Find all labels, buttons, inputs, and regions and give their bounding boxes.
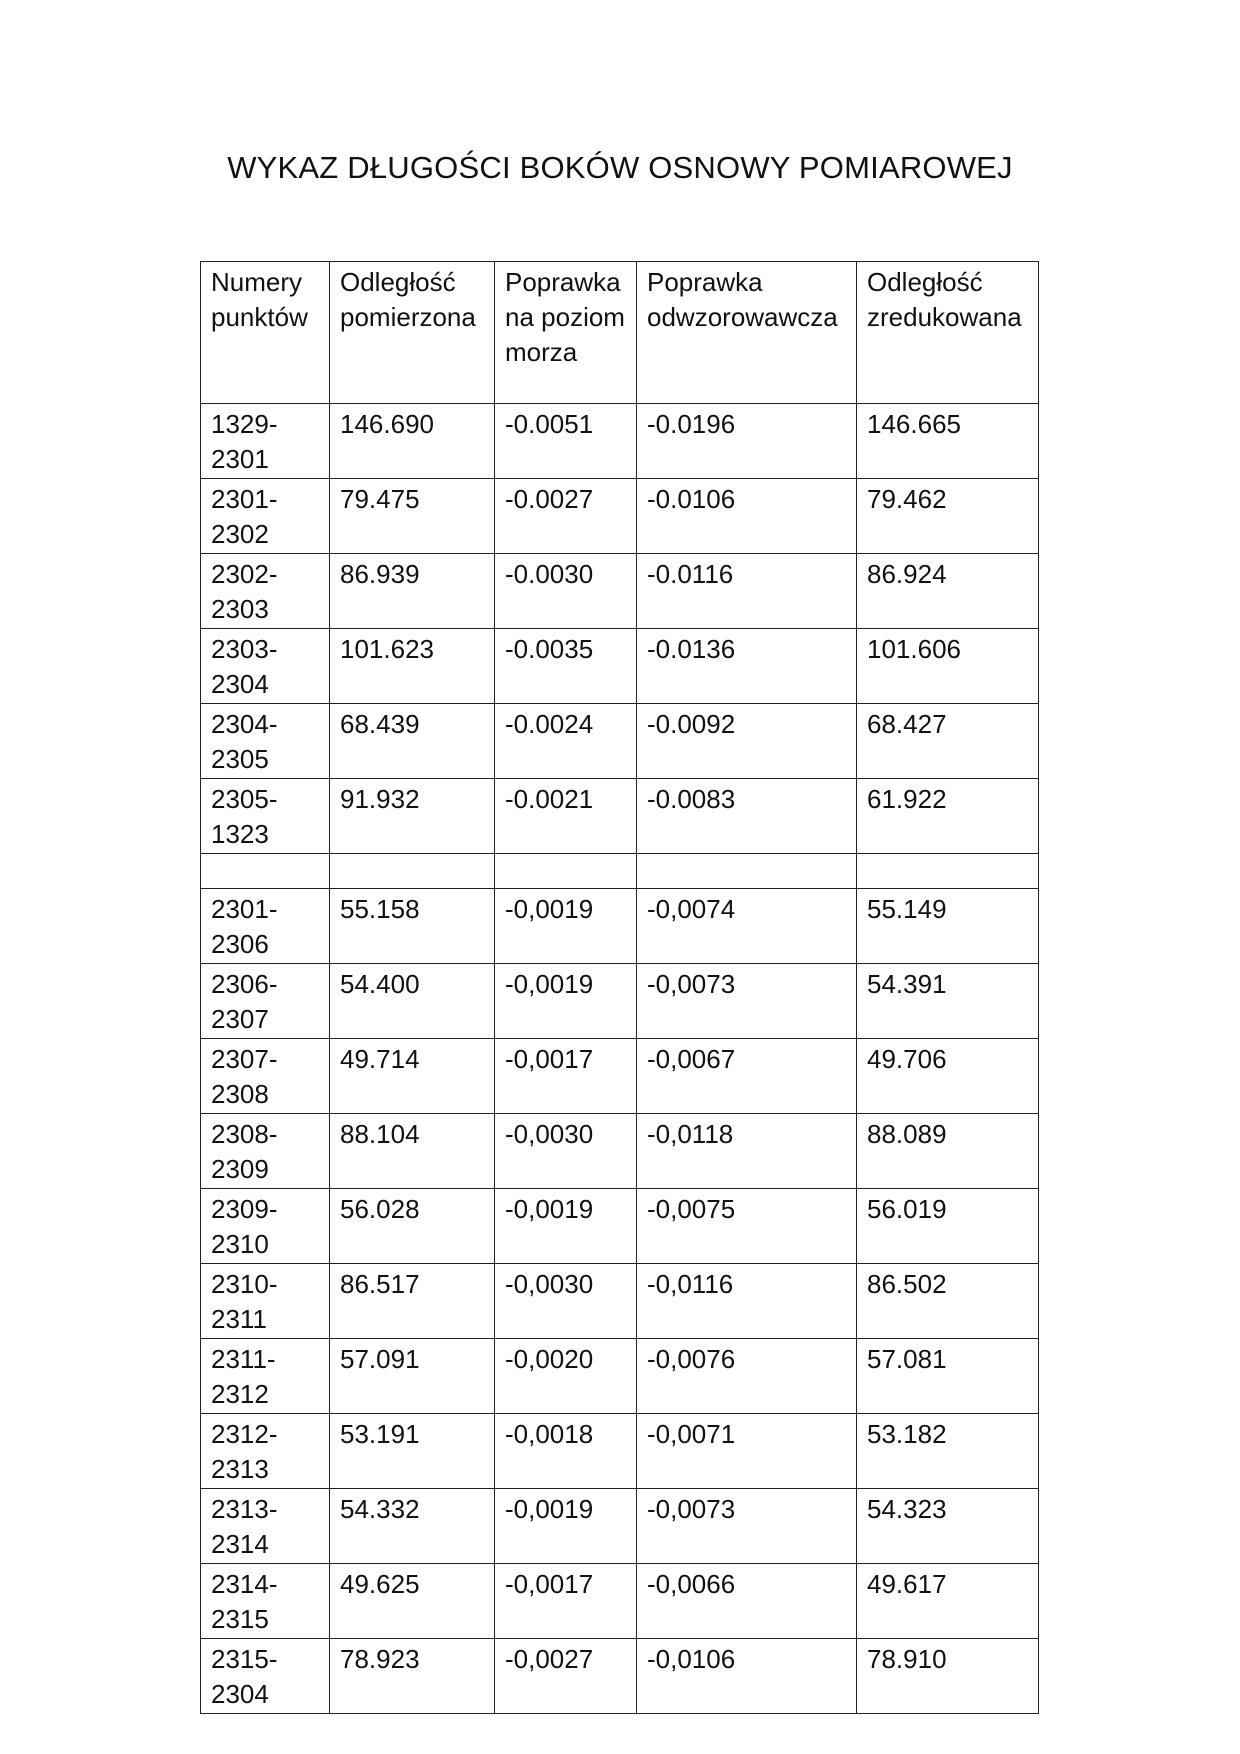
- cell-sea-level-correction: -0.0030: [495, 554, 637, 629]
- cell-sea-level-correction: -0.0027: [495, 479, 637, 554]
- cell-sea-level-correction: -0,0017: [495, 1564, 637, 1639]
- cell-projection-correction: -0.0092: [637, 704, 857, 779]
- cell-measured-distance: 68.439: [330, 704, 495, 779]
- table-row: [201, 889, 1039, 964]
- cell-measured-distance: 56.028: [330, 1189, 495, 1264]
- cell-projection-correction: -0,0075: [637, 1189, 857, 1264]
- cell-projection-correction: -0,0076: [637, 1339, 857, 1414]
- cell-point-numbers: 2312- 2313: [201, 1414, 330, 1489]
- header-projection-correction: Poprawka odwzorowawcza: [637, 262, 857, 404]
- cell-sea-level-correction: -0,0019: [495, 1489, 637, 1564]
- cell-reduced-distance: 79.462: [857, 479, 1039, 554]
- cell-measured-distance: 54.332: [330, 1489, 495, 1564]
- cell-sea-level-correction: -0,0017: [495, 1039, 637, 1114]
- cell-point-numbers: [201, 854, 330, 889]
- cell-point-numbers: 2302- 2303: [201, 554, 330, 629]
- table-row: [201, 1564, 1039, 1639]
- cell-projection-correction: -0,0066: [637, 1564, 857, 1639]
- cell-reduced-distance: 88.089: [857, 1114, 1039, 1189]
- cell-reduced-distance: 54.391: [857, 964, 1039, 1039]
- cell-point-numbers: 2309- 2310: [201, 1189, 330, 1264]
- table-row: [201, 1264, 1039, 1339]
- cell-sea-level-correction: -0.0035: [495, 629, 637, 704]
- cell-reduced-distance: 86.924: [857, 554, 1039, 629]
- cell-reduced-distance: 68.427: [857, 704, 1039, 779]
- cell-sea-level-correction: -0.0021: [495, 779, 637, 854]
- cell-point-numbers: 2311- 2312: [201, 1339, 330, 1414]
- cell-measured-distance: [330, 854, 495, 889]
- cell-measured-distance: 49.714: [330, 1039, 495, 1114]
- header-point-numbers: Numery punktów: [201, 262, 330, 404]
- header-reduced-distance: Odległość zredukowana: [857, 262, 1039, 404]
- cell-projection-correction: -0,0106: [637, 1639, 857, 1714]
- cell-sea-level-correction: -0,0020: [495, 1339, 637, 1414]
- table-row: [201, 779, 1039, 854]
- document-title: WYKAZ DŁUGOŚCI BOKÓW OSNOWY POMIAROWEJ: [227, 150, 1013, 185]
- cell-projection-correction: [637, 854, 857, 889]
- cell-projection-correction: -0.0116: [637, 554, 857, 629]
- table-row: [201, 479, 1039, 554]
- table-row: [201, 629, 1039, 704]
- cell-reduced-distance: 101.606: [857, 629, 1039, 704]
- cell-sea-level-correction: -0,0030: [495, 1264, 637, 1339]
- cell-reduced-distance: 54.323: [857, 1489, 1039, 1564]
- cell-sea-level-correction: [495, 854, 637, 889]
- cell-point-numbers: 2313- 2314: [201, 1489, 330, 1564]
- cell-measured-distance: 91.932: [330, 779, 495, 854]
- cell-projection-correction: -0,0071: [637, 1414, 857, 1489]
- cell-reduced-distance: 55.149: [857, 889, 1039, 964]
- cell-reduced-distance: 86.502: [857, 1264, 1039, 1339]
- table-row: [201, 404, 1039, 479]
- table-row: [201, 704, 1039, 779]
- cell-sea-level-correction: -0,0018: [495, 1414, 637, 1489]
- cell-point-numbers: 2305- 1323: [201, 779, 330, 854]
- cell-sea-level-correction: -0,0030: [495, 1114, 637, 1189]
- cell-sea-level-correction: -0,0027: [495, 1639, 637, 1714]
- cell-projection-correction: -0.0083: [637, 779, 857, 854]
- cell-measured-distance: 86.517: [330, 1264, 495, 1339]
- header-measured-distance: Odległość pomierzona: [330, 262, 495, 404]
- cell-sea-level-correction: -0,0019: [495, 1189, 637, 1264]
- header-sea-level-correction: Poprawka na poziom morza: [495, 262, 637, 404]
- cell-reduced-distance: 56.019: [857, 1189, 1039, 1264]
- cell-sea-level-correction: -0,0019: [495, 889, 637, 964]
- cell-projection-correction: -0,0067: [637, 1039, 857, 1114]
- cell-projection-correction: -0,0118: [637, 1114, 857, 1189]
- cell-projection-correction: -0,0073: [637, 1489, 857, 1564]
- table-body: [201, 404, 1039, 1714]
- cell-point-numbers: 2307- 2308: [201, 1039, 330, 1114]
- cell-reduced-distance: 49.617: [857, 1564, 1039, 1639]
- cell-projection-correction: -0,0073: [637, 964, 857, 1039]
- cell-point-numbers: 2301- 2302: [201, 479, 330, 554]
- cell-measured-distance: 57.091: [330, 1339, 495, 1414]
- cell-point-numbers: 2301- 2306: [201, 889, 330, 964]
- cell-measured-distance: 54.400: [330, 964, 495, 1039]
- cell-projection-correction: -0,0074: [637, 889, 857, 964]
- cell-measured-distance: 146.690: [330, 404, 495, 479]
- cell-sea-level-correction: -0,0019: [495, 964, 637, 1039]
- cell-sea-level-correction: -0.0024: [495, 704, 637, 779]
- cell-measured-distance: 79.475: [330, 479, 495, 554]
- cell-point-numbers: 1329- 2301: [201, 404, 330, 479]
- table-row: [201, 1639, 1039, 1714]
- cell-point-numbers: 2306- 2307: [201, 964, 330, 1039]
- table-row: [201, 1189, 1039, 1264]
- cell-reduced-distance: 61.922: [857, 779, 1039, 854]
- cell-reduced-distance: 49.706: [857, 1039, 1039, 1114]
- cell-measured-distance: 88.104: [330, 1114, 495, 1189]
- cell-point-numbers: 2314- 2315: [201, 1564, 330, 1639]
- sides-table: [200, 261, 1039, 1714]
- cell-reduced-distance: 57.081: [857, 1339, 1039, 1414]
- cell-point-numbers: 2303- 2304: [201, 629, 330, 704]
- cell-measured-distance: 86.939: [330, 554, 495, 629]
- cell-reduced-distance: 146.665: [857, 404, 1039, 479]
- cell-reduced-distance: 78.910: [857, 1639, 1039, 1714]
- cell-point-numbers: 2304- 2305: [201, 704, 330, 779]
- table-row: [201, 1414, 1039, 1489]
- cell-measured-distance: 78.923: [330, 1639, 495, 1714]
- cell-projection-correction: -0,0116: [637, 1264, 857, 1339]
- table-row: [201, 1114, 1039, 1189]
- table-row: [201, 1039, 1039, 1114]
- cell-measured-distance: 101.623: [330, 629, 495, 704]
- table-row: [201, 964, 1039, 1039]
- cell-projection-correction: -0.0196: [637, 404, 857, 479]
- cell-measured-distance: 49.625: [330, 1564, 495, 1639]
- table-row: [201, 1339, 1039, 1414]
- table-row: [201, 554, 1039, 629]
- cell-measured-distance: 53.191: [330, 1414, 495, 1489]
- cell-projection-correction: -0.0106: [637, 479, 857, 554]
- cell-reduced-distance: 53.182: [857, 1414, 1039, 1489]
- cell-point-numbers: 2308- 2309: [201, 1114, 330, 1189]
- table-row: [201, 1489, 1039, 1564]
- cell-reduced-distance: [857, 854, 1039, 889]
- table-header-row: [201, 262, 1039, 404]
- cell-measured-distance: 55.158: [330, 889, 495, 964]
- cell-projection-correction: -0.0136: [637, 629, 857, 704]
- cell-sea-level-correction: -0.0051: [495, 404, 637, 479]
- table-row-empty: [201, 854, 1039, 889]
- cell-point-numbers: 2315- 2304: [201, 1639, 330, 1714]
- cell-point-numbers: 2310- 2311: [201, 1264, 330, 1339]
